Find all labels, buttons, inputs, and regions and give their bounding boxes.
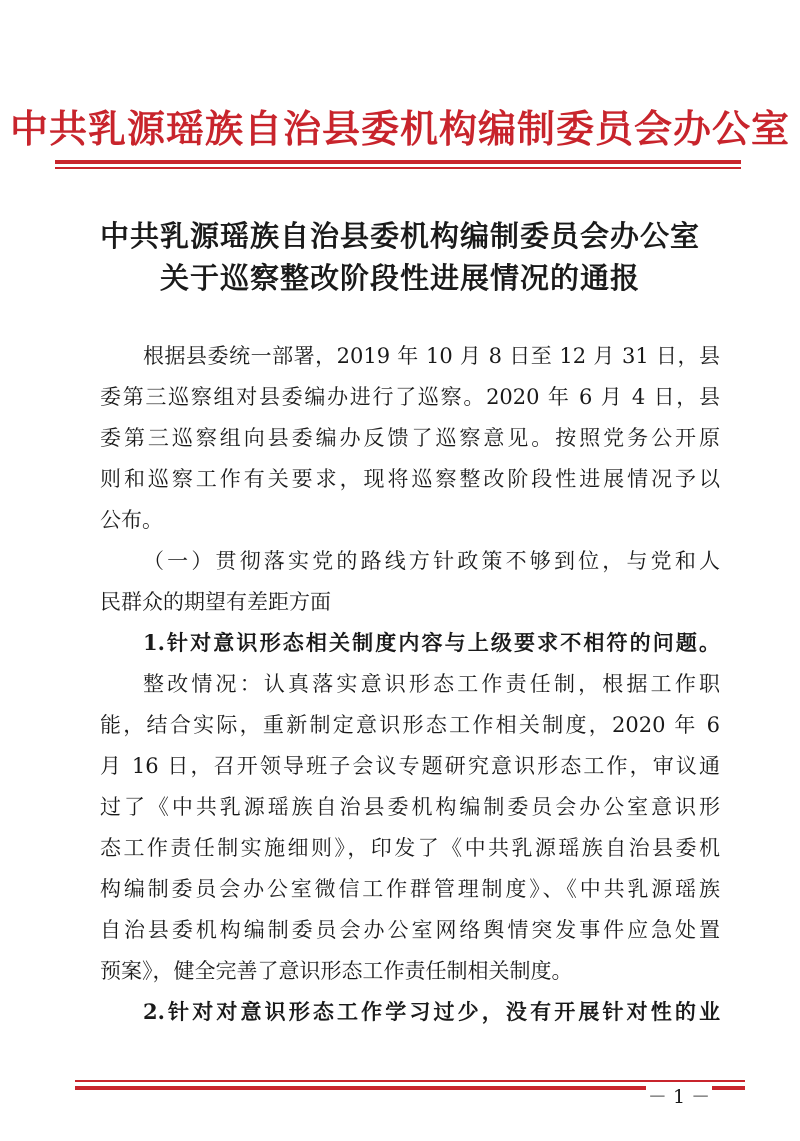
body-line-12: 过了《中共乳源瑶族自治县委机构编制委员会办公室意识形 (100, 795, 720, 819)
page-number: － 1 － (646, 1082, 712, 1112)
section-heading-1-cont: 民群众的期望有差距方面 (100, 590, 331, 614)
section-heading-1: （一）贯彻落实党的路线方针政策不够到位，与党和人 (143, 549, 720, 573)
body-line-9: 整改情况：认真落实意识形态工作责任制，根据工作职 (143, 672, 720, 696)
footer-rule-thick (75, 1086, 745, 1090)
footer-rule-thin (75, 1080, 745, 1082)
header-rule-thin (55, 167, 741, 169)
body-line-14: 构编制委员会办公室微信工作群管理制度》、《中共乳源瑶族 (100, 877, 720, 901)
body-line-5: 公布。 (100, 508, 163, 532)
body-line-16: 预案》，健全完善了意识形态工作责任制相关制度。 (100, 959, 573, 983)
body-line-13: 态工作责任制实施细则》，印发了《中共乳源瑶族自治县委机 (100, 836, 720, 860)
body-line-1: 根据县委统一部署，2019 年 10 月 8 日至 12 月 31 日，县 (143, 344, 720, 368)
body-line-2: 委第三巡察组对县委编办进行了巡察。2020 年 6 月 4 日，县 (100, 385, 720, 409)
title-line-2: 关于巡察整改阶段性进展情况的通报 (159, 261, 640, 295)
header-rule-thick (55, 160, 741, 164)
body-line-15: 自治县委机构编制委员会办公室网络舆情突发事件应急处置 (100, 918, 720, 942)
body-line-3: 委第三巡察组向县委编办反馈了巡察意见。按照党务公开原 (100, 426, 720, 450)
body-line-11: 月 16 日，召开领导班子会议专题研究意识形态工作，审议通 (100, 754, 720, 778)
body-line-10: 能，结合实际，重新制定意识形态工作相关制度，2020 年 6 (100, 713, 720, 737)
body-line-4: 则和巡察工作有关要求，现将巡察整改阶段性进展情况予以 (100, 467, 720, 491)
item-heading-2: 2.针对对意识形态工作学习过少，没有开展针对性的业 (143, 999, 720, 1024)
org-name-header: 中共乳源瑶族自治县委机构编制委员会办公室 (9, 106, 790, 151)
item-heading-1: 1.针对意识形态相关制度内容与上级要求不相符的问题。 (143, 630, 720, 655)
title-line-1: 中共乳源瑶族自治县委机构编制委员会办公室 (99, 219, 700, 253)
